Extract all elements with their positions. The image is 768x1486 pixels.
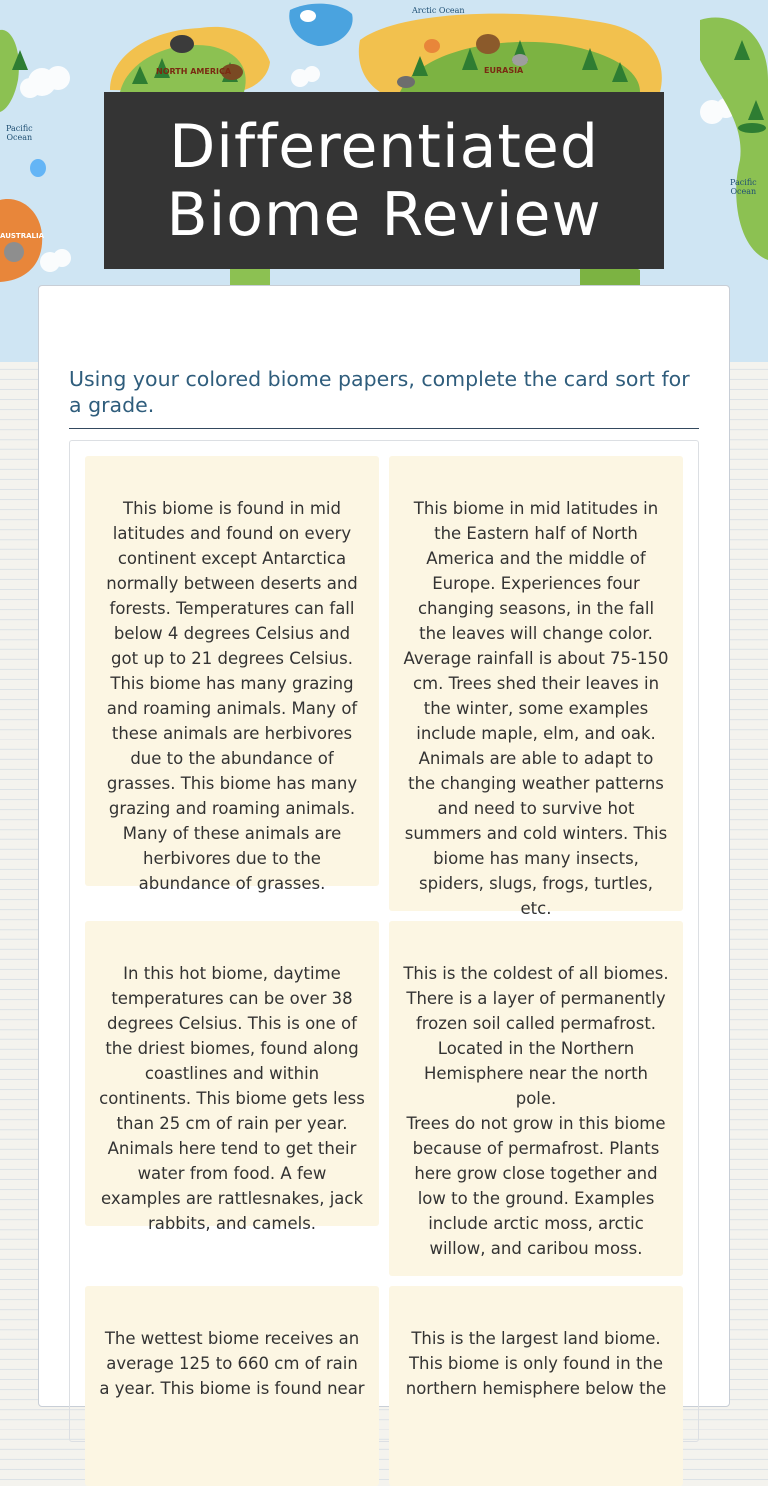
biome-card-text: This is the coldest of all biomes. There is a layer of permanently frozen soil called permafrost. Located in the Northern Hemisphere near the north pole. Trees do not grow in this biome because of permafrost. Plants here grow close together and low to the ground. Examples include arctic moss, arctic willow, and caribou moss. — [403, 964, 669, 1258]
card-sort-grid — [69, 440, 699, 1442]
title-box — [104, 92, 664, 269]
map-label-pacific-ocean-left: Pacific Ocean — [6, 124, 33, 142]
instructions-text: Using your colored biome papers, complete the card sort for a grade. — [69, 367, 690, 417]
biome-card[interactable] — [389, 456, 683, 918]
biome-card-text: This biome in mid latitudes in the Eastern half of North America and the middle of Europe. Experiences four changing seasons, in the fall the leaves will change color. Average rainfall is about 75-150 cm. Trees shed their leaves in the winter, some examples include maple, elm, and oak. Animals are able to adapt to the changing weather patterns and need to survive hot summers and cold winters. This biome has many insects, spiders, slugs, frogs, turtles, etc. — [403, 499, 669, 918]
biome-card-text: This is the largest land biome. This biome is only found in the northern hemisphere below the — [405, 1329, 667, 1398]
biome-card[interactable] — [85, 921, 379, 1233]
biome-card-text: This biome is found in mid latitudes and found on every continent except Antarctica normally between deserts and forests. Temperatures can fall below 4 degrees Celsius and got up to 21 degrees Celsius. This biome has many grazing and roaming animals. Many of these animals are herbivores due to the abundance of grasses. This biome has many grazing and roaming animals. Many of these animals are herbivores due to the abundance of grasses. — [106, 499, 358, 893]
biome-card[interactable] — [389, 921, 683, 1276]
page-title-line-2: Biome Review — [166, 179, 602, 250]
map-label-pacific-ocean-right: Pacific Ocean — [730, 178, 757, 196]
biome-card[interactable] — [389, 1286, 683, 1486]
map-label-north-america: NORTH AMERICA — [156, 67, 232, 76]
biome-card-text: In this hot biome, daytime temperatures can be over 38 degrees Celsius. This is one of the driest biomes, found along coastlines and within continents. This biome gets less than 25 cm of rain per year. Animals here tend to get their water from food. A few examples are rattlesnakes, jack rabbits, and camels. — [99, 964, 365, 1233]
map-label-eurasia: EURASIA — [484, 66, 524, 75]
worksheet-card — [38, 285, 730, 1407]
map-label-arctic-ocean: Arctic Ocean — [412, 6, 465, 15]
page-title-line-1: Differentiated — [169, 111, 599, 182]
instructions-divider — [69, 428, 699, 429]
biome-card-text: The wettest biome receives an average 125 to 660 cm of rain a year. This biome is found near — [99, 1329, 365, 1398]
map-label-australia: AUSTRALIA — [0, 232, 44, 240]
biome-card[interactable] — [85, 456, 379, 893]
biome-card[interactable] — [85, 1286, 379, 1486]
